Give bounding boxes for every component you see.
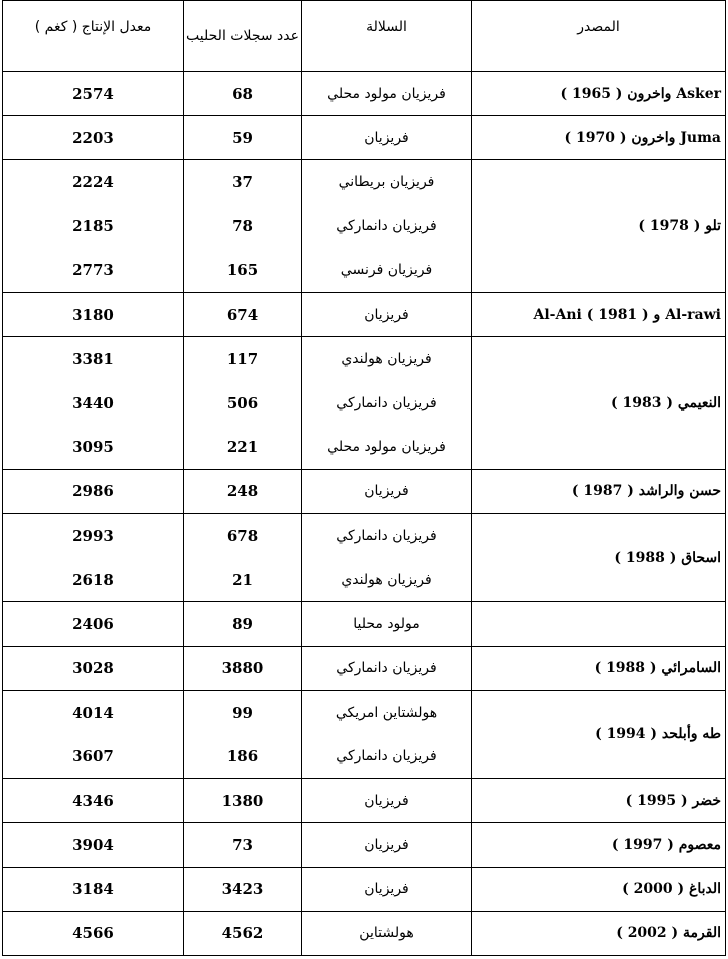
production-cell-value: 3381 <box>72 350 114 369</box>
records-cell <box>184 646 302 690</box>
records-cell-value: 506 <box>226 394 259 413</box>
table-row <box>3 823 726 867</box>
production-cell-value: 3904 <box>72 835 114 854</box>
breed-cell <box>302 911 472 955</box>
breed-cell <box>302 72 472 116</box>
breed-cell <box>302 646 472 690</box>
records-cell-value: 73 <box>232 835 253 854</box>
production-cell <box>3 514 184 602</box>
header-source: المصدر <box>472 1 726 72</box>
source-cell: السامرائي ( 1988 ) <box>472 646 726 690</box>
breed-cell <box>302 337 472 470</box>
header-production: معدل الإنتاج ( كغم ) <box>3 1 184 72</box>
breed-cell-value: فريزيان دانماركي <box>336 395 437 412</box>
table-body <box>3 1 726 956</box>
breed-cell-value: فريزيان <box>364 483 409 500</box>
breed-cell-value: فريزيان <box>364 129 409 146</box>
milk-production-table <box>2 0 726 956</box>
table-row <box>3 469 726 513</box>
breed-cell-value: فريزيان هولندي <box>341 351 432 368</box>
records-cell <box>184 779 302 823</box>
production-cell <box>3 293 184 337</box>
source-cell: خضر ( 1995 ) <box>472 779 726 823</box>
breed-cell-value: هولشتاين <box>359 925 414 942</box>
production-cell-value: 3440 <box>72 394 114 413</box>
production-cell-value: 2773 <box>72 261 114 280</box>
breed-cell-value: فريزيان <box>364 792 409 809</box>
breed-cell <box>302 867 472 911</box>
breed-cell-value: فريزيان <box>364 881 409 898</box>
production-cell-value: 3028 <box>72 659 114 678</box>
breed-cell-value: فريزيان بريطاني <box>338 174 435 191</box>
production-cell <box>3 823 184 867</box>
breed-cell <box>302 116 472 160</box>
source-cell: طه وأبلحد ( 1994 ) <box>472 690 726 778</box>
records-cell-value: 674 <box>226 305 259 324</box>
production-cell-value: 2203 <box>72 128 114 147</box>
source-cell: Al-rawi و Al-Ani ( 1981 ) <box>472 293 726 337</box>
production-cell <box>3 646 184 690</box>
records-cell <box>184 72 302 116</box>
source-cell: تلو ( 1978 ) <box>472 160 726 293</box>
breed-cell-value: فريزيان دانماركي <box>336 660 437 677</box>
source-cell: اسحاق ( 1988 ) <box>472 514 726 602</box>
source-cell: Juma واخرون ( 1970 ) <box>472 116 726 160</box>
production-cell-value: 4566 <box>72 924 114 943</box>
records-cell <box>184 602 302 646</box>
records-cell <box>184 823 302 867</box>
breed-cell-value: فريزيان دانماركي <box>336 748 437 765</box>
records-cell-value: 248 <box>226 482 259 501</box>
records-cell-value: 59 <box>232 128 253 147</box>
table-row <box>3 911 726 955</box>
table-row <box>3 116 726 160</box>
table-row <box>3 867 726 911</box>
records-cell-value: 117 <box>226 350 259 369</box>
table-row <box>3 646 726 690</box>
source-cell: معصوم ( 1997 ) <box>472 823 726 867</box>
production-cell-value: 4014 <box>72 703 114 722</box>
production-cell <box>3 116 184 160</box>
records-cell <box>184 514 302 602</box>
breed-cell <box>302 160 472 293</box>
production-cell-value: 3607 <box>72 747 114 766</box>
records-cell-value: 678 <box>226 526 259 545</box>
records-cell-value: 3423 <box>221 880 264 899</box>
breed-cell <box>302 469 472 513</box>
header-breed: السلالة <box>302 1 472 72</box>
table-row <box>3 779 726 823</box>
production-cell <box>3 72 184 116</box>
table-row <box>3 514 726 602</box>
production-cell-value: 2224 <box>72 173 114 192</box>
breed-cell-value: هولشتاين امريكي <box>335 704 438 721</box>
production-cell <box>3 867 184 911</box>
breed-cell-value: مولود محليا <box>353 615 420 632</box>
source-cell <box>472 602 726 646</box>
production-cell-value: 3184 <box>72 880 114 899</box>
table-row <box>3 337 726 470</box>
breed-cell <box>302 514 472 602</box>
production-cell-value: 2574 <box>72 84 114 103</box>
source-cell: القرمة ( 2002 ) <box>472 911 726 955</box>
breed-cell <box>302 779 472 823</box>
records-cell-value: 99 <box>232 703 253 722</box>
table-row <box>3 160 726 293</box>
production-cell <box>3 911 184 955</box>
breed-cell <box>302 293 472 337</box>
table-row <box>3 690 726 778</box>
records-cell-value: 21 <box>232 570 253 589</box>
production-cell-value: 2185 <box>72 217 114 236</box>
production-cell <box>3 602 184 646</box>
production-cell <box>3 160 184 293</box>
records-cell-value: 37 <box>232 173 253 192</box>
breed-cell-value: فريزيان هولندي <box>341 571 432 588</box>
table-row <box>3 293 726 337</box>
breed-cell-value: فريزيان دانماركي <box>336 218 437 235</box>
records-cell-value: 68 <box>232 84 253 103</box>
breed-cell-value: فريزيان <box>364 836 409 853</box>
source-cell: Asker واخرون ( 1965 ) <box>472 72 726 116</box>
breed-cell-value: فريزيان <box>364 306 409 323</box>
production-cell-value: 3180 <box>72 305 114 324</box>
breed-cell <box>302 690 472 778</box>
production-cell-value: 2986 <box>72 482 114 501</box>
breed-cell-value: فريزيان مولود محلي <box>327 85 446 102</box>
records-cell-value: 4562 <box>221 924 264 943</box>
records-cell <box>184 337 302 470</box>
records-cell-value: 3880 <box>221 659 264 678</box>
records-cell-value: 186 <box>226 747 259 766</box>
breed-cell-value: فريزيان مولود محلي <box>327 438 446 455</box>
breed-cell <box>302 823 472 867</box>
records-cell <box>184 116 302 160</box>
records-cell-value: 165 <box>226 261 259 280</box>
records-cell <box>184 867 302 911</box>
records-cell-value: 1380 <box>221 791 264 810</box>
breed-cell-value: فريزيان فرنسي <box>340 262 433 279</box>
production-cell <box>3 779 184 823</box>
production-cell-value: 2993 <box>72 526 114 545</box>
records-cell <box>184 911 302 955</box>
records-cell-value: 221 <box>226 437 259 456</box>
production-cell <box>3 337 184 470</box>
production-cell-value: 2406 <box>72 614 114 633</box>
source-cell: الدباغ ( 2000 ) <box>472 867 726 911</box>
records-cell <box>184 469 302 513</box>
header-row <box>3 1 726 72</box>
records-cell-value: 89 <box>232 614 253 633</box>
source-cell: النعيمي ( 1983 ) <box>472 337 726 470</box>
production-cell-value: 3095 <box>72 437 114 456</box>
production-cell <box>3 469 184 513</box>
breed-cell-value: فريزيان دانماركي <box>336 527 437 544</box>
production-cell-value: 4346 <box>72 791 114 810</box>
production-cell <box>3 690 184 778</box>
source-cell: حسن والراشد ( 1987 ) <box>472 469 726 513</box>
records-cell <box>184 293 302 337</box>
records-cell-value: 78 <box>232 217 253 236</box>
table-row <box>3 72 726 116</box>
production-cell-value: 2618 <box>72 570 114 589</box>
table-row <box>3 602 726 646</box>
records-cell <box>184 160 302 293</box>
records-cell <box>184 690 302 778</box>
header-records: عدد سجلات الحليب <box>184 1 302 72</box>
breed-cell <box>302 602 472 646</box>
